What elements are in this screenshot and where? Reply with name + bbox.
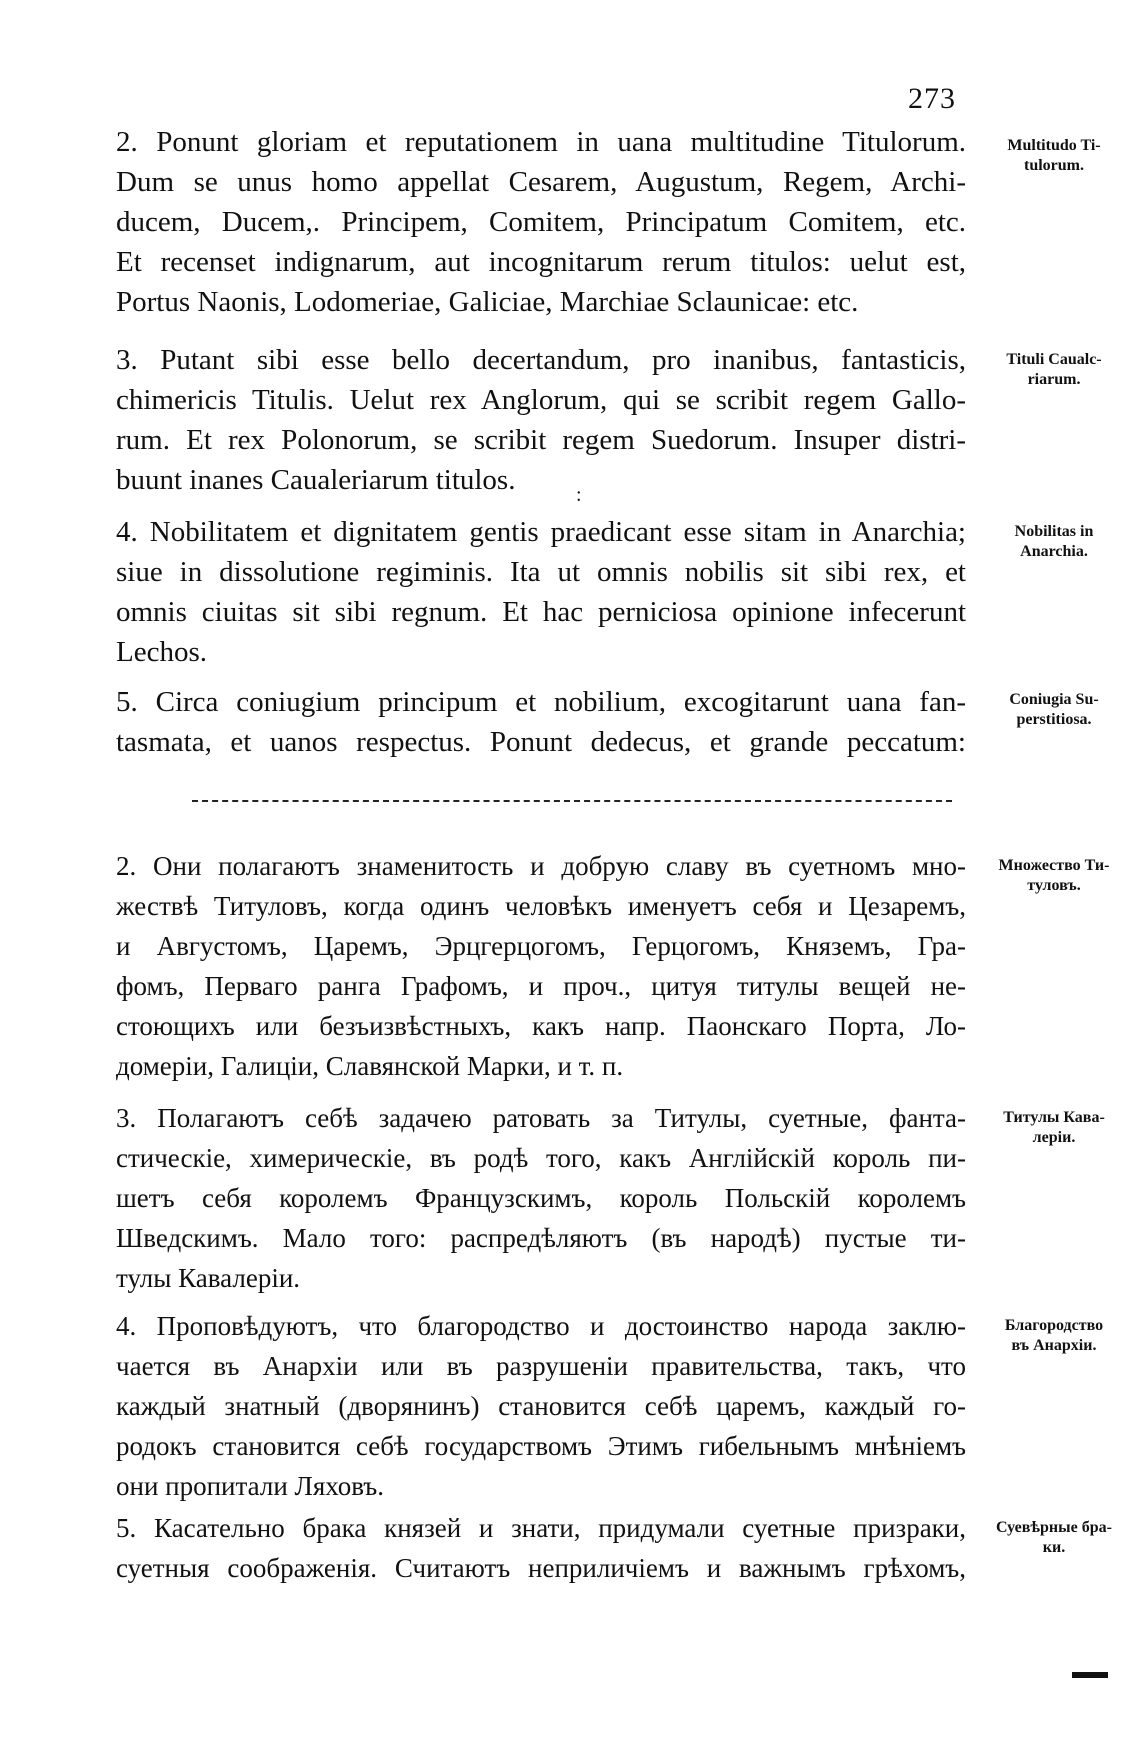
text-line: 3. Полагаютъ себѣ задачею ратовать за Титулы, суетные, фанта- <box>116 1103 966 1133</box>
note-line: въ Анархіи. <box>1011 1337 1097 1354</box>
text-line: домеріи, Галиціи, Славянской Марки, и т. п. <box>116 1051 624 1081</box>
russian-paragraph-4 <box>116 1306 966 1506</box>
text-line: фомъ, Перваго ранга Графомъ, и проч., цитуя титулы вещей не- <box>116 971 966 1001</box>
margin-note-russian-2 <box>974 856 1134 896</box>
latin-paragraph-4 <box>116 512 966 672</box>
section-divider <box>192 800 952 802</box>
text-line: 5. Circa coniugium principum et nobilium, excogitarunt uana fan- <box>116 686 966 718</box>
margin-note-russian-3 <box>974 1108 1134 1148</box>
text-line: Lechos. <box>116 636 207 668</box>
text-line: 3. Putant sibi esse bello decertandum, pro inanibus, fantasticis, <box>116 344 966 376</box>
text-line: omnis ciuitas sit sibi regnum. Et hac perniciosa opinione infecerunt <box>116 596 966 628</box>
margin-note-latin-3 <box>974 350 1134 390</box>
text-line: 4. Проповѣдуютъ, что благородство и достоинство народа заклю- <box>116 1311 966 1341</box>
note-line: riarum. <box>1027 371 1081 388</box>
margin-note-latin-2 <box>974 136 1134 176</box>
text-line: шетъ себя королемъ Французскимъ, король Польскій королемъ <box>116 1183 966 1213</box>
text-line: и Августомъ, Царемъ, Эрцгерцогомъ, Герцогомъ, Княземъ, Гра- <box>116 931 966 961</box>
stray-colon-mark: : <box>576 484 582 506</box>
text-line: Dum se unus homo appellat Cesarem, Augustum, Regem, Archi- <box>116 166 966 198</box>
page-number: 273 <box>908 82 956 115</box>
note-line: Благородство <box>1004 1317 1104 1334</box>
note-line: Multitudo Ti- <box>1007 137 1101 154</box>
latin-paragraph-2 <box>116 122 966 322</box>
text-line: ducem, Ducem,. Principem, Comitem, Principatum Comitem, etc. <box>116 206 966 238</box>
text-line: buunt inanes Caualeriarum titulos. <box>116 464 516 496</box>
text-line: каждый знатный (дворянинъ) становится себѣ царемъ, каждый го- <box>116 1391 966 1421</box>
text-line: родокъ становится себѣ государствомъ Этимъ гибельнымъ мнѣніемъ <box>116 1431 966 1461</box>
note-line: Nobilitas in <box>1014 523 1094 540</box>
text-line: жествѣ Титуловъ, когда одинъ человѣкъ именуетъ себя и Цезаремъ, <box>116 891 966 921</box>
latin-paragraph-5 <box>116 682 966 762</box>
text-line: Шведскимъ. Мало того: распредѣляютъ (въ народѣ) пустые ти- <box>116 1223 966 1253</box>
note-line: Титулы Кава- <box>1003 1109 1105 1126</box>
note-line: Coniugia Su- <box>1009 691 1099 708</box>
text-line: суетныя соображенія. Считаютъ неприличіемъ и важнымъ грѣхомъ, <box>116 1553 966 1583</box>
note-line: Tituli Caualc- <box>1006 351 1102 368</box>
margin-note-latin-5 <box>974 690 1134 730</box>
russian-paragraph-2 <box>116 846 966 1086</box>
text-line: tasmata, et uanos respectus. Ponunt dedecus, et grande peccatum: <box>116 726 966 758</box>
text-line: 5. Касательно брака князей и знати, придумали суетные призраки, <box>116 1513 966 1543</box>
note-line: Anarchia. <box>1020 543 1088 560</box>
note-line: Суевѣрные бра- <box>996 1519 1112 1536</box>
note-line: леріи. <box>1032 1129 1076 1146</box>
margin-note-russian-5 <box>974 1518 1134 1558</box>
text-line: rum. Et rex Polonorum, se scribit regem Suedorum. Insuper distri- <box>116 424 966 456</box>
note-line: Множество Ти- <box>998 857 1110 874</box>
text-line: 4. Nobilitatem et dignitatem gentis praedicant esse sitam in Anarchia; <box>116 516 966 548</box>
text-line: они пропитали Ляховъ. <box>116 1471 385 1501</box>
text-line: Et recenset indignarum, aut incognitarum rerum titulos: uelut est, <box>116 246 966 278</box>
text-line: chimericis Titulis. Uelut rex Anglorum, qui se scribit regem Gallo- <box>116 384 966 416</box>
latin-paragraph-3 <box>116 340 966 500</box>
russian-paragraph-5 <box>116 1508 966 1588</box>
margin-note-russian-4 <box>974 1316 1134 1356</box>
catchword-dash <box>1072 1672 1108 1678</box>
text-line: 2. Ponunt gloriam et reputationem in uana multitudine Titulorum. <box>116 126 966 158</box>
text-line: чается въ Анархіи или въ разрушеніи правительства, такъ, что <box>116 1351 966 1381</box>
text-line: Portus Naonis, Lodomeriae, Galiciae, Marchiae Sclaunicae: etc. <box>116 286 859 318</box>
text-line: стическіе, химерическіе, въ родѣ того, какъ Англійскій король пи- <box>116 1143 966 1173</box>
margin-note-latin-4 <box>974 522 1134 562</box>
note-line: туловъ. <box>1027 877 1081 894</box>
note-line: perstitiosa. <box>1016 711 1092 728</box>
text-line: тулы Кавалеріи. <box>116 1263 301 1293</box>
text-line: 2. Они полагаютъ знаменитость и добрую славу въ суетномъ мно- <box>116 851 966 881</box>
note-line: tulorum. <box>1024 157 1084 174</box>
russian-paragraph-3 <box>116 1098 966 1298</box>
text-line: стоющихъ или безъизвѣстныхъ, какъ напр. Паонскаго Порта, Ло- <box>116 1011 966 1041</box>
note-line: ки. <box>1042 1539 1066 1556</box>
text-line: siue in dissolutione regiminis. Ita ut omnis nobilis sit sibi rex, et <box>116 556 966 588</box>
